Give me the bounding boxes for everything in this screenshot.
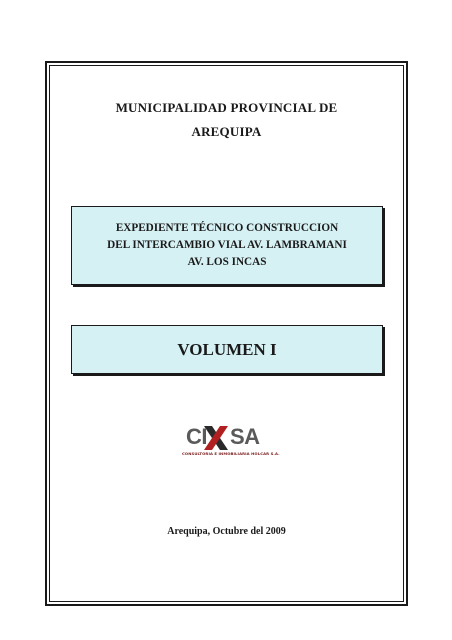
organization-title (45, 96, 408, 144)
logo-tagline: CONSULTORIA E INMOBILIARIA HOLCAR S.A. (182, 451, 280, 456)
volume-label: VOLUMEN I (177, 339, 277, 359)
logo-brand-right: SA (230, 424, 260, 449)
volume-box (71, 325, 383, 374)
logo-brand-left: CI (186, 424, 207, 449)
place-date: Arequipa, Octubre del 2009 (167, 526, 286, 537)
organization-title-line-1: MUNICIPALIDAD PROVINCIAL DE (115, 100, 338, 115)
project-title-box (71, 206, 383, 285)
project-title-line-2: DEL INTERCAMBIO VIAL AV. LAMBRAMANI (107, 239, 347, 251)
project-title-line-3: AV. LOS INCAS (187, 256, 267, 268)
logo-wordmark (176, 422, 276, 452)
company-logo (176, 422, 280, 462)
project-title-line-1: EXPEDIENTE TÉCNICO CONSTRUCCION (115, 222, 339, 234)
logo-x-icon (204, 426, 228, 450)
organization-title-line-2: AREQUIPA (191, 124, 262, 139)
